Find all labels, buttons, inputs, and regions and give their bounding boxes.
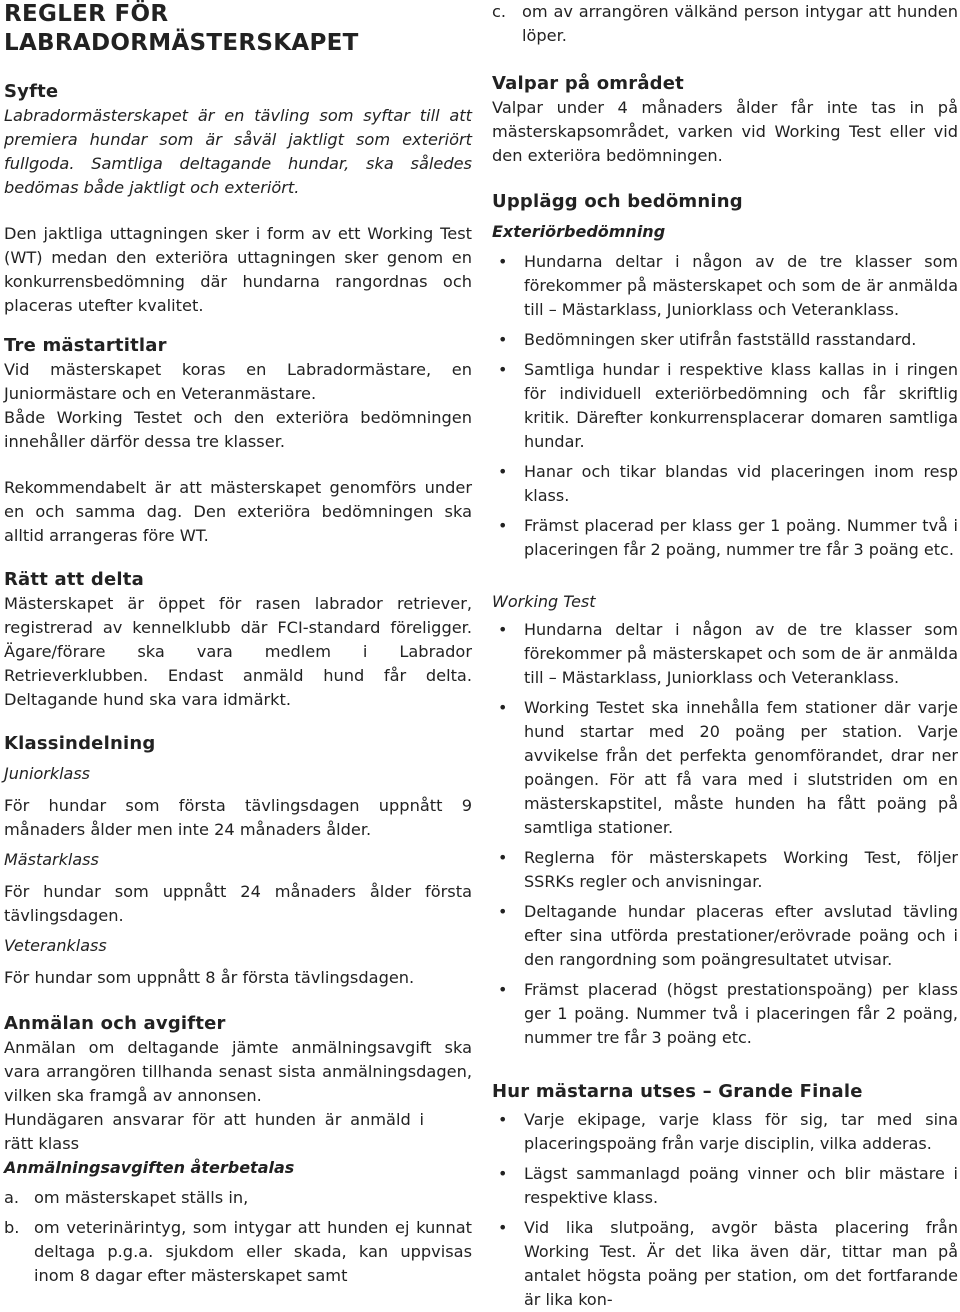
veteranklass-label: Veteranklass	[4, 936, 107, 955]
refund-item-text: om veterinärintyg, som intygar att hunden ej kunnat deltaga p.g.a. sjukdom eller skada, kan uppvisas inom 8 dagar efter mästerskapet samt	[34, 1218, 472, 1285]
exterior-item: • Hanar och tikar blandas vid placeringen inom resp klass.	[492, 460, 958, 508]
working-test-label: Working Test	[492, 592, 596, 611]
anmalan-paragraph-2: Hundägaren ansvarar för att hunden är anmäld i rätt klass	[4, 1110, 424, 1153]
working-test-item: • Hundarna deltar i någon av de tre klasser som förekommer på mästerskapet och som de är anmälda till – Mästarklass, Juniorklass och Veteranklass.	[492, 618, 958, 690]
exterior-item: • Bedömningen sker utifrån fastställd rasstandard.	[492, 328, 958, 352]
juniorklass-text: För hundar som första tävlingsdagen uppnått 9 månaders ålder men inte 24 månaders ålder.	[4, 796, 472, 839]
working-test-item: • Working Testet ska innehålla fem stationer där varje hund startar med 20 poäng per station. Varje avvikelse från det perfekta genomförandet, drar ner poängen. För att få vara med i slutstriden om en mästerskapstitel, måste hunden ha fått poäng på samtliga stationer.	[492, 696, 958, 840]
veteranklass-text: För hundar som uppnått 8 år första tävlingsdagen.	[4, 968, 415, 987]
anmalan-paragraph-1: Anmälan om deltagande jämte anmälningsavgift ska vara arrangören tillhanda senast sista anmälningsdagen, vilken ska framgå av annonsen.	[4, 1038, 472, 1105]
klass-heading: Klassindelning	[4, 733, 156, 754]
anmalan-heading: Anmälan och avgifter	[4, 1013, 226, 1034]
syfte-paragraph: Den jaktliga uttagningen sker i form av ett Working Test (WT) medan den exteriöra uttagningen sker genom en konkurrensbedömning där hundarna rangordnas och placeras utefter kvalitet.	[4, 224, 472, 315]
refund-item-marker: b.	[4, 1218, 20, 1237]
refund-item	[492, 0, 958, 48]
document-title: REGLER FÖR LABRADORMÄSTERSKAPET	[4, 1, 359, 56]
titlar-paragraph-2: Både Working Testet och den exteriöra bedömningen innehåller därför dessa tre klasser.	[4, 408, 472, 451]
finale-item: • Varje ekipage, varje klass för sig, tar med sina placeringspoäng från varje disciplin, vilka adderas.	[492, 1108, 958, 1156]
finale-heading: Hur mästarna utses – Grande Finale	[492, 1081, 863, 1102]
valpar-paragraph: Valpar under 4 månaders ålder får inte tas in på mästerskapsområdet, varken vid Working Test eller vid den exteriöra bedömningen.	[492, 98, 958, 165]
titlar-paragraph-1: Vid mästerskapet koras en Labradormästare, en Juniormästare och en Veteranmästare.	[4, 360, 472, 403]
mastarklass-text: För hundar som uppnått 24 månaders ålder första tävlingsdagen.	[4, 882, 472, 925]
refund-item	[4, 1216, 472, 1288]
upplagg-heading: Upplägg och bedömning	[492, 191, 743, 212]
refund-item-marker: c.	[492, 2, 507, 21]
refund-item-text: om av arrangören välkänd person intygar att hunden löper.	[522, 2, 958, 45]
working-test-item: • Främst placerad (högst prestationspoäng) per klass ger 1 poäng. Nummer två i placeringen får 2 poäng, nummer tre får 3 poäng etc.	[492, 978, 958, 1050]
delta-paragraph: Mästerskapet är öppet för rasen labrador retriever, registrerad av kennelklubb där FCI-standard föreligger. Ägare/förare ska vara medlem i Labrador Retrieverklubben. Endast anmäld hund får delta. Deltagande hund ska vara idmärkt.	[4, 594, 472, 709]
finale-item: • Lägst sammanlagd poäng vinner och blir mästare i respektive klass.	[492, 1162, 958, 1210]
working-test-list	[492, 618, 958, 1050]
delta-heading: Rätt att delta	[4, 569, 144, 590]
exterior-item: • Främst placerad per klass ger 1 poäng. Nummer två i placeringen får 2 poäng, nummer tre får 3 poäng etc.	[492, 514, 958, 562]
mastarklass-label: Mästarklass	[4, 850, 99, 869]
syfte-intro: Labradormästerskapet är en tävling som syftar till att premiera hundar som är såväl jaktligt som exteriört fullgoda. Samtliga deltagande hundar, ska således bedömas både jaktligt och exteriört.	[4, 106, 472, 197]
working-test-item: • Deltagande hundar placeras efter avslutad tävling efter sina utförda prestationer/erövrade poäng och i den rangordning som poängresultatet utvisar.	[492, 900, 958, 972]
exterior-item: • Samtliga hundar i respektive klass kallas in i ringen för individuell exteriörbedömning och får skriftlig kritik. Därefter konkurrensplacerar domaren samtliga hundar.	[492, 358, 958, 454]
refund-label: Anmälningsavgiften återbetalas	[4, 1158, 295, 1177]
juniorklass-label: Juniorklass	[4, 764, 90, 783]
exterior-list	[492, 250, 958, 562]
refund-item	[4, 1186, 472, 1210]
exterior-label: Exteriörbedömning	[492, 222, 666, 241]
right-column	[492, 0, 958, 1312]
finale-item: • Vid lika slutpoäng, avgör bästa placering från Working Test. Är det lika även där, tittar man på antalet högsta poäng per station, om det fortfarande är lika kon-	[492, 1216, 958, 1312]
refund-item-marker: a.	[4, 1188, 20, 1207]
refund-list-continued	[492, 0, 958, 48]
left-column	[4, 0, 472, 1288]
refund-list	[4, 1186, 472, 1288]
valpar-heading: Valpar på området	[492, 73, 684, 94]
titlar-paragraph-3: Rekommendabelt är att mästerskapet genomförs under en och samma dag. Den exteriöra bedömningen ska alltid arrangeras före WT.	[4, 478, 472, 545]
syfte-heading: Syfte	[4, 81, 59, 102]
finale-list	[492, 1108, 958, 1312]
working-test-item: • Reglerna för mästerskapets Working Test, följer SSRKs regler och anvisningar.	[492, 846, 958, 894]
refund-item-text: om mästerskapet ställs in,	[34, 1188, 249, 1207]
titlar-heading: Tre mästartitlar	[4, 335, 167, 356]
exterior-item: • Hundarna deltar i någon av de tre klasser som förekommer på mästerskapet och som de är anmälda till – Mästarklass, Juniorklass och Veteranklass.	[492, 250, 958, 322]
